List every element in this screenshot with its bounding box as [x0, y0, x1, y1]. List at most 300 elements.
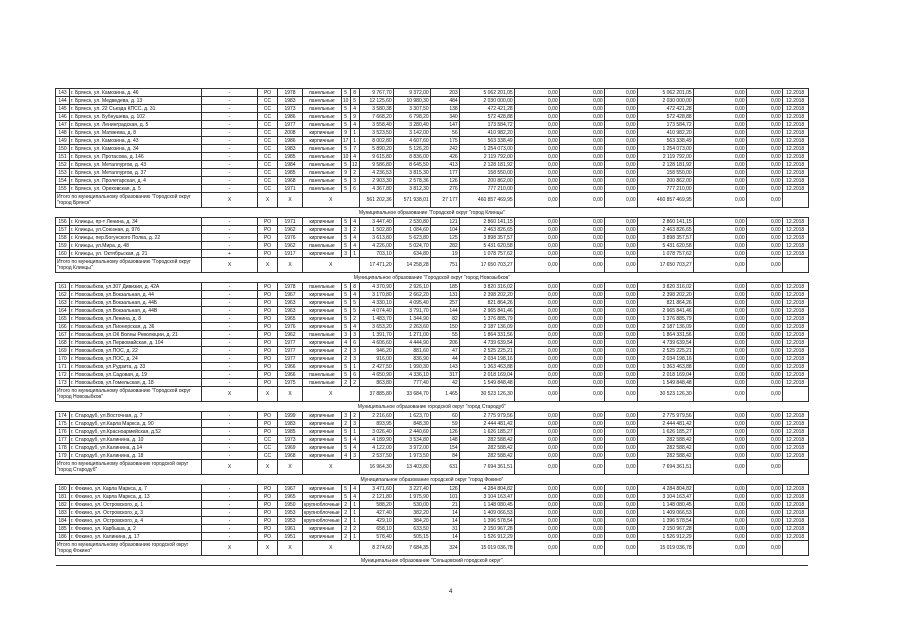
table-cell: - [202, 291, 258, 299]
table-cell: 0,00 [514, 428, 559, 436]
table-cell: 0,00 [693, 347, 746, 355]
table-cell: 3 820 316,02 [637, 283, 693, 291]
table-cell: 1 254 073,00 [637, 145, 693, 153]
table-cell: 0,00 [693, 250, 746, 258]
total-cell: X [303, 541, 360, 556]
table-cell: 3 [350, 452, 359, 460]
table-cell: 658,10 [359, 525, 393, 533]
section-title: Муниципальное образование городской округ "город Фокино" [56, 475, 809, 485]
table-cell: г. Новозыбков, ул.Пионерская, д. 36 [70, 323, 202, 331]
table-cell: 1977 [278, 121, 303, 129]
table-cell: 155 [56, 185, 70, 193]
total-cell: 17 650 703,27 [637, 258, 693, 273]
table-row [56, 485, 809, 493]
table-cell: 2 463 826,65 [459, 226, 514, 234]
table-cell: 0,00 [604, 121, 637, 129]
table-cell: 12 [351, 161, 358, 168]
table-cell: 12.2018 [782, 299, 808, 307]
table-cell: 4 739 639,54 [459, 339, 514, 347]
table-cell: 0,00 [559, 242, 604, 250]
table-cell: г. Брянск, ул. Пролетарская, д. 4 [70, 177, 202, 185]
table-cell: 0,00 [746, 161, 782, 169]
table-cell: 848,30 [393, 420, 430, 428]
table-cell: 5 [341, 315, 350, 323]
table-cell: 0,00 [746, 420, 782, 428]
table-cell: г. Фокино, ул. Островского, д. 4 [70, 517, 202, 525]
table-cell: 588,20 [359, 501, 393, 509]
table-cell: 0,00 [693, 525, 746, 533]
table-cell: 0,00 [746, 89, 782, 97]
table-cell: 12.2018 [782, 161, 808, 169]
table-cell: 203 [430, 89, 459, 97]
table-cell: 0,00 [604, 97, 637, 105]
table-cell: 5 [341, 121, 350, 129]
table-cell: 2 444 481,42 [637, 420, 693, 428]
table-cell: г. Новозыбков, ул.ПОС, д. 24 [70, 355, 202, 363]
table-cell: - [202, 153, 258, 161]
table-cell: 0,00 [559, 234, 604, 242]
total-cell: X [278, 193, 303, 208]
table-cell: 1 363 463,88 [459, 363, 514, 371]
section-header-row [56, 208, 809, 218]
table-cell: 163 [56, 299, 70, 307]
table-cell: 2 119 792,00 [637, 153, 693, 161]
table-cell: крупноблочные [304, 501, 340, 508]
table-cell: 1 396 578,54 [637, 517, 693, 525]
table-cell: 177 [430, 169, 459, 177]
table-cell: 0,00 [693, 355, 746, 363]
table-cell: РО [258, 323, 278, 331]
table-cell: 0,00 [559, 347, 604, 355]
table-cell: 1 483,70 [359, 315, 393, 323]
table-cell: 2 [341, 509, 350, 517]
table-cell: 0,00 [604, 347, 637, 355]
table-cell: 12 125,60 [359, 97, 393, 105]
table-cell: 2 530,80 [393, 218, 430, 226]
table-cell: кирпичные [303, 129, 342, 137]
table-cell: 0,00 [559, 501, 604, 509]
table-cell: 1 [350, 129, 359, 137]
total-cell: 0,00 [559, 541, 604, 556]
table-cell: 4 739 639,54 [637, 339, 693, 347]
table-cell: 0,00 [604, 315, 637, 323]
table-cell: 173 [56, 379, 70, 387]
table-cell: г. Брянск, ул. Медведева, д. 13 [70, 97, 202, 105]
table-cell: РО [258, 533, 278, 541]
table-cell: 82 [430, 315, 459, 323]
table-cell: 0,00 [693, 89, 746, 97]
table-cell: кирпичные [303, 444, 342, 452]
table-cell: 1 [350, 517, 359, 525]
table-cell: 0,00 [746, 379, 782, 387]
table-cell: панельные [303, 89, 342, 97]
total-cell: 0,00 [559, 258, 604, 273]
table-cell: - [202, 97, 258, 105]
table-cell: 0,00 [514, 105, 559, 113]
table-cell: 12.2018 [782, 355, 808, 363]
table-cell: 9 372,00 [393, 89, 430, 97]
table-cell: 2 903,30 [359, 177, 393, 185]
table-cell: 2 [350, 169, 359, 177]
table-cell: г. Фокино, ул. Островского, д. 1 [70, 501, 202, 509]
table-cell: 182 [56, 501, 70, 509]
table-cell: 1986 [278, 113, 303, 121]
table-cell: 0,00 [559, 412, 604, 420]
table-cell: 0,00 [693, 299, 746, 307]
table-cell: 0,00 [693, 113, 746, 121]
total-cell: 15 019 036,78 [459, 541, 514, 556]
table-cell: 14 [430, 517, 459, 525]
table-row [56, 379, 809, 387]
table-row [56, 291, 809, 299]
table-cell: 893,95 [359, 420, 393, 428]
total-cell: 561 202,36 [359, 193, 393, 208]
table-cell: 5 [341, 307, 350, 315]
table-cell: 1961 [278, 525, 303, 533]
table-cell: 0,00 [604, 485, 637, 493]
table-cell: панельные [303, 283, 342, 291]
table-cell: 2 034 198,16 [459, 355, 514, 363]
table-cell: 282 588,42 [637, 444, 693, 452]
table-cell: г. Брянск, ул. Камозина, д. 43 [70, 137, 202, 145]
table-cell: 0,00 [604, 105, 637, 113]
table-cell: 101 [430, 493, 459, 501]
total-cell [782, 193, 808, 208]
table-cell: г. Брянск, ул. 22 Съезда КПСС, д. 31 [70, 105, 202, 113]
table-cell: 12.2018 [782, 509, 808, 517]
table-cell: 177 [56, 436, 70, 444]
table-cell: 633,50 [393, 525, 430, 533]
table-cell: 1975 [278, 379, 303, 387]
table-cell: 12.2018 [782, 363, 808, 371]
table-cell: 14 [430, 533, 459, 541]
total-cell: 0,00 [746, 387, 782, 402]
table-row [56, 363, 809, 371]
table-cell: 0,00 [559, 485, 604, 493]
table-cell: 0,00 [514, 291, 559, 299]
table-cell: 2 018 169,04 [637, 371, 693, 379]
table-cell: 12.2018 [782, 121, 808, 129]
table-cell: 156 [56, 218, 70, 226]
table-cell: 0,00 [746, 444, 782, 452]
table-cell: 1 526 912,29 [637, 533, 693, 541]
table-cell: 2 926,10 [393, 283, 430, 291]
table-cell: 178 [56, 444, 70, 452]
table-cell: 5 [341, 145, 350, 153]
total-label: Итого по муниципальному образованию городской округ "город Стародуб" [56, 460, 202, 475]
table-cell: 5 [350, 307, 359, 315]
table-cell: 5 890,20 [359, 145, 393, 153]
table-cell: 472 421,28 [637, 105, 693, 113]
table-cell: 5 [341, 218, 350, 226]
table-cell: 0,00 [604, 234, 637, 242]
table-cell: кирпичные [303, 218, 342, 226]
total-cell: 0,00 [604, 460, 637, 475]
table-cell: 0,00 [746, 517, 782, 525]
table-cell: РО [258, 420, 278, 428]
table-cell: 1969 [278, 444, 303, 452]
table-cell: 578,40 [359, 533, 393, 541]
table-cell: 4 370,90 [359, 283, 393, 291]
table-cell: СС [258, 113, 278, 121]
table-cell: 0,00 [604, 371, 637, 379]
table-row [56, 105, 809, 113]
table-cell: г. Клинцы, ул.Мира, д. 48 [70, 242, 202, 250]
total-cell: X [278, 541, 303, 556]
table-cell: 10 [342, 97, 349, 104]
table-cell: СС [258, 444, 278, 452]
total-cell: X [258, 387, 278, 402]
table-cell: панельные [303, 331, 342, 339]
table-cell: 0,00 [604, 363, 637, 371]
total-cell: X [278, 258, 303, 273]
total-cell: 631 [430, 460, 459, 475]
table-cell: 1976 [278, 234, 303, 242]
table-cell: 1 344,90 [393, 315, 430, 323]
table-cell: 4 [350, 323, 359, 331]
table-cell: - [202, 315, 258, 323]
table-cell: г. Брянск, ул. Металлургов, д. 43 [70, 161, 202, 169]
table-cell: - [202, 533, 258, 541]
table-cell: 3 653,20 [359, 323, 393, 331]
total-cell: 7 694 361,51 [459, 460, 514, 475]
table-cell: - [202, 371, 258, 379]
table-cell: 0,00 [514, 517, 559, 525]
table-cell: 12.2018 [782, 323, 808, 331]
total-label: Итого по муниципальному образованию "Городской округ "город Новозыбков" [56, 387, 202, 402]
table-cell: 0,00 [693, 137, 746, 145]
table-cell: 3 820 316,02 [459, 283, 514, 291]
table-cell: - [202, 501, 258, 509]
table-cell: СС [258, 169, 278, 177]
table-cell: РО [258, 234, 278, 242]
table-cell: 149 [56, 137, 70, 145]
table-cell: 0,00 [514, 129, 559, 137]
table-cell: 0,00 [559, 452, 604, 460]
table-cell: 0,00 [604, 291, 637, 299]
table-cell: 0,00 [514, 420, 559, 428]
table-cell: 1977 [278, 339, 303, 347]
table-cell: 2 [341, 501, 350, 509]
table-cell: г. Стародуб, ул.Калинина, д. 18 [70, 452, 202, 460]
table-cell: 1 409 066,53 [637, 509, 693, 517]
table-cell: г. Фокино, ул. Островского, д. 3 [70, 509, 202, 517]
table-cell: 170 [56, 355, 70, 363]
table-cell: 2 119 792,00 [459, 153, 514, 161]
table-cell: 14 [430, 509, 459, 517]
table-cell: - [202, 226, 258, 234]
table-cell: 0,00 [693, 161, 746, 169]
table-cell: 3 [350, 331, 359, 339]
table-cell: СС [258, 177, 278, 185]
table-cell: 0,00 [693, 339, 746, 347]
table-cell: 426 [430, 153, 459, 161]
table-cell: 0,00 [693, 291, 746, 299]
table-cell: 0,00 [514, 331, 559, 339]
table-row [56, 412, 809, 420]
table-cell: 12.2018 [782, 428, 808, 436]
table-cell: 0,00 [693, 177, 746, 185]
table-cell: 1966 [278, 371, 303, 379]
total-cell [782, 387, 808, 402]
table-cell: 1968 [278, 177, 303, 185]
table-cell: - [202, 185, 258, 193]
total-row [56, 541, 809, 556]
table-cell: 572 428,88 [637, 113, 693, 121]
table-cell: 152 [56, 161, 70, 169]
table-cell: 0,00 [693, 169, 746, 177]
table-cell: 3 580,38 [359, 105, 393, 113]
table-cell: 282 588,42 [459, 452, 514, 460]
table-cell: 1 254 073,00 [459, 145, 514, 153]
total-cell: X [202, 460, 258, 475]
table-cell: 530,00 [393, 501, 430, 509]
table-cell: кирпичные [303, 323, 342, 331]
register-table-sheet [55, 88, 809, 566]
total-cell: 8 274,60 [359, 541, 393, 556]
table-cell: кирпичные [303, 355, 342, 363]
table-row [56, 177, 809, 185]
total-cell: 0,00 [693, 387, 746, 402]
table-cell: 3 [341, 412, 350, 420]
total-cell: 27 177 [430, 193, 459, 208]
table-cell: 0,00 [559, 218, 604, 226]
table-cell: 0,00 [693, 185, 746, 193]
table-cell: 1917 [278, 250, 303, 258]
table-row [56, 517, 809, 525]
table-cell: 31 [430, 525, 459, 533]
table-cell: 1973 [278, 436, 303, 444]
table-cell: 0,00 [746, 307, 782, 315]
table-cell: 1962 [278, 226, 303, 234]
table-cell: 2 398 202,20 [637, 291, 693, 299]
table-cell: 1 549 848,48 [637, 379, 693, 387]
table-cell: 1 363 463,88 [637, 363, 693, 371]
table-cell: 0,00 [514, 452, 559, 460]
table-cell: 12.2018 [782, 525, 808, 533]
table-cell: 0,00 [693, 509, 746, 517]
table-cell: 0,00 [604, 137, 637, 145]
table-cell: - [202, 145, 258, 153]
table-cell: 0,00 [604, 436, 637, 444]
table-cell: 12.2018 [782, 113, 808, 121]
total-cell [782, 541, 808, 556]
table-cell: 0,00 [693, 420, 746, 428]
table-cell: 317 [430, 371, 459, 379]
table-cell: 5 [341, 485, 350, 493]
table-cell: г. Стародуб, ул.Красноармейская, д.52 [70, 428, 202, 436]
table-cell: 0,00 [514, 113, 559, 121]
total-cell: 30 523 126,30 [637, 387, 693, 402]
table-cell: 0,00 [746, 153, 782, 161]
table-cell: 12.2018 [782, 371, 808, 379]
section-header-row [56, 273, 809, 283]
table-cell: 427,40 [359, 509, 393, 517]
table-cell: 0,00 [746, 105, 782, 113]
total-cell: 14 258,28 [393, 258, 430, 273]
table-cell: панельные [303, 242, 342, 250]
total-cell: X [303, 387, 360, 402]
table-cell: - [202, 234, 258, 242]
table-cell: 0,00 [559, 161, 604, 169]
table-cell: 0,00 [514, 226, 559, 234]
section-title: Муниципальное образование "Сельцовский городской округ" [56, 556, 809, 566]
table-cell: 2 [341, 517, 350, 525]
table-cell: - [202, 444, 258, 452]
table-cell: СС [258, 137, 278, 145]
table-cell: 0,00 [693, 444, 746, 452]
table-cell: 154 [430, 444, 459, 452]
total-cell: 0,00 [604, 258, 637, 273]
total-cell: X [258, 541, 278, 556]
table-cell: 12.2018 [782, 444, 808, 452]
table-cell: 505,15 [393, 533, 430, 541]
table-cell: панельные [303, 161, 342, 169]
table-row [56, 250, 809, 258]
table-cell: - [202, 105, 258, 113]
table-cell: 3 [350, 420, 359, 428]
table-row [56, 323, 809, 331]
total-cell: 0,00 [693, 258, 746, 273]
table-cell: 634,80 [393, 250, 430, 258]
table-cell: кирпичные [303, 436, 342, 444]
table-cell: 0,00 [746, 436, 782, 444]
table-cell: - [202, 121, 258, 129]
table-cell: 0,00 [604, 299, 637, 307]
table-cell: 0,00 [514, 363, 559, 371]
table-cell: кирпичные [303, 299, 342, 307]
table-cell: - [202, 493, 258, 501]
table-cell: 1978 [278, 283, 303, 291]
table-cell: 2 128 181,92 [459, 161, 514, 169]
table-cell: - [202, 161, 258, 169]
table-cell: г. Клинцы, пер.Богунского Полка, д. 22 [70, 234, 202, 242]
table-cell: РО [258, 307, 278, 315]
table-cell: г. Клинцы, ул.Союзная, д. 97б [70, 226, 202, 234]
table-cell: 2 [341, 347, 350, 355]
table-cell: 282 [430, 242, 459, 250]
table-cell: 1951 [278, 533, 303, 541]
table-cell: 2 150 967,28 [459, 525, 514, 533]
table-cell: 2 775 979,56 [637, 412, 693, 420]
table-cell: 0,00 [514, 339, 559, 347]
table-row [56, 185, 809, 193]
table-cell: 179 [56, 452, 70, 460]
table-cell: 167 [56, 331, 70, 339]
table-cell: 17 [342, 137, 349, 144]
table-cell: панельные [303, 169, 342, 177]
table-cell: панельные [303, 379, 342, 387]
table-cell: 3 307,50 [393, 105, 430, 113]
table-cell: 3 972,00 [393, 444, 430, 452]
table-cell: 2 [341, 379, 350, 387]
table-cell: 159 [56, 242, 70, 250]
table-cell: 413 [430, 161, 459, 169]
table-cell: 12.2018 [782, 436, 808, 444]
table-cell: 10 [342, 153, 349, 160]
table-cell: 0,00 [746, 428, 782, 436]
table-cell: 4 095,40 [393, 299, 430, 307]
table-cell: кирпичные [303, 347, 342, 355]
total-cell: 1 465 [430, 387, 459, 402]
table-cell: кирпичные [303, 493, 342, 501]
table-cell: - [202, 113, 258, 121]
table-row [56, 169, 809, 177]
total-cell: 571 938,01 [393, 193, 430, 208]
table-cell: 1983 [278, 420, 303, 428]
table-cell: 4 074,40 [359, 307, 393, 315]
table-cell: 0,00 [604, 379, 637, 387]
